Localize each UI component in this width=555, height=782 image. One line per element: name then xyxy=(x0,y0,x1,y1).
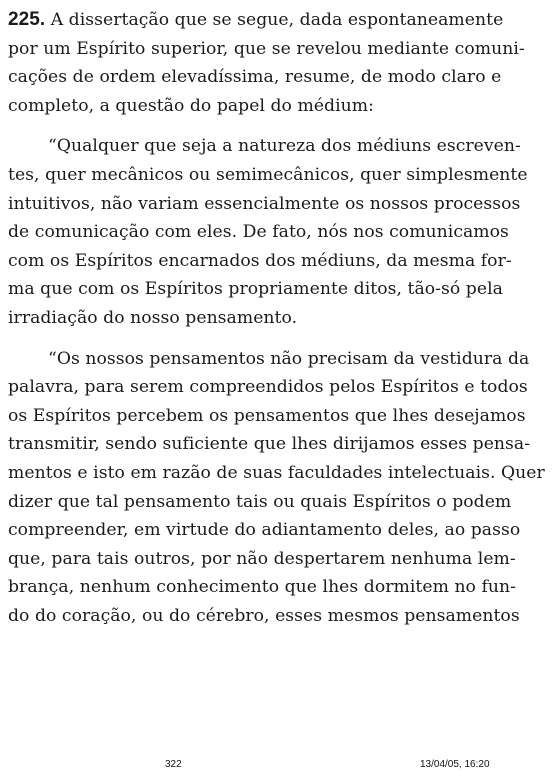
text-line: “Os nossos pensamentos não precisam da vestidura da xyxy=(48,348,530,369)
text-line: intuitivos, não variam essencialmente os nossos processos xyxy=(8,193,521,214)
text-line: compreender, em virtude do adiantamento deles, ao passo xyxy=(8,520,521,541)
text-line: cações de ordem elevadíssima, resume, de modo claro e xyxy=(8,67,502,88)
text-line: completo, a questão do papel do médium: xyxy=(8,95,374,116)
text-line: “Qualquer que seja a natureza dos médiuns escreven- xyxy=(48,136,521,157)
text-line: irradiação do nosso pensamento. xyxy=(8,307,298,328)
text-line: que, para tais outros, por não despertarem nenhuma lem- xyxy=(8,548,516,569)
document-page xyxy=(8,6,548,630)
text-line: A dissertação que se segue, dada espontaneamente xyxy=(50,10,504,30)
text-line: com os Espíritos encarnados dos médiuns, da mesma for- xyxy=(8,250,512,271)
text-line: brança, nenhum conhecimento que lhes dormitem no fun- xyxy=(8,577,516,598)
paragraph-quote-2 xyxy=(8,345,548,631)
page-footer xyxy=(0,759,555,775)
page-number: 322 xyxy=(165,759,182,770)
text-line: ma que com os Espíritos propriamente ditos, tão-só pela xyxy=(8,279,503,300)
text-line: transmitir, sendo suficiente que lhes dirijamos esses pensa- xyxy=(8,434,531,455)
item-number: 225. xyxy=(8,9,46,30)
print-timestamp: 13/04/05, 16:20 xyxy=(420,759,490,770)
text-line: dizer que tal pensamento tais ou quais Espíritos o podem xyxy=(8,491,512,512)
text-line: tes, quer mecânicos ou semimecânicos, quer simplesmente xyxy=(8,164,528,185)
paragraph-quote-1 xyxy=(8,132,548,332)
text-line: mentos e isto em razão de suas faculdades intelectuais. Quer xyxy=(8,462,545,483)
text-line: os Espíritos percebem os pensamentos que lhes desejamos xyxy=(8,405,526,426)
text-line: palavra, para serem compreendidos pelos Espíritos e todos xyxy=(8,377,528,398)
text-line: por um Espírito superior, que se revelou mediante comuni- xyxy=(8,38,525,59)
text-line: de comunicação com eles. De fato, nós nos comunicamos xyxy=(8,222,509,243)
paragraph-intro xyxy=(8,6,548,120)
text-line: do do coração, ou do cérebro, esses mesmos pensamentos xyxy=(8,605,520,626)
